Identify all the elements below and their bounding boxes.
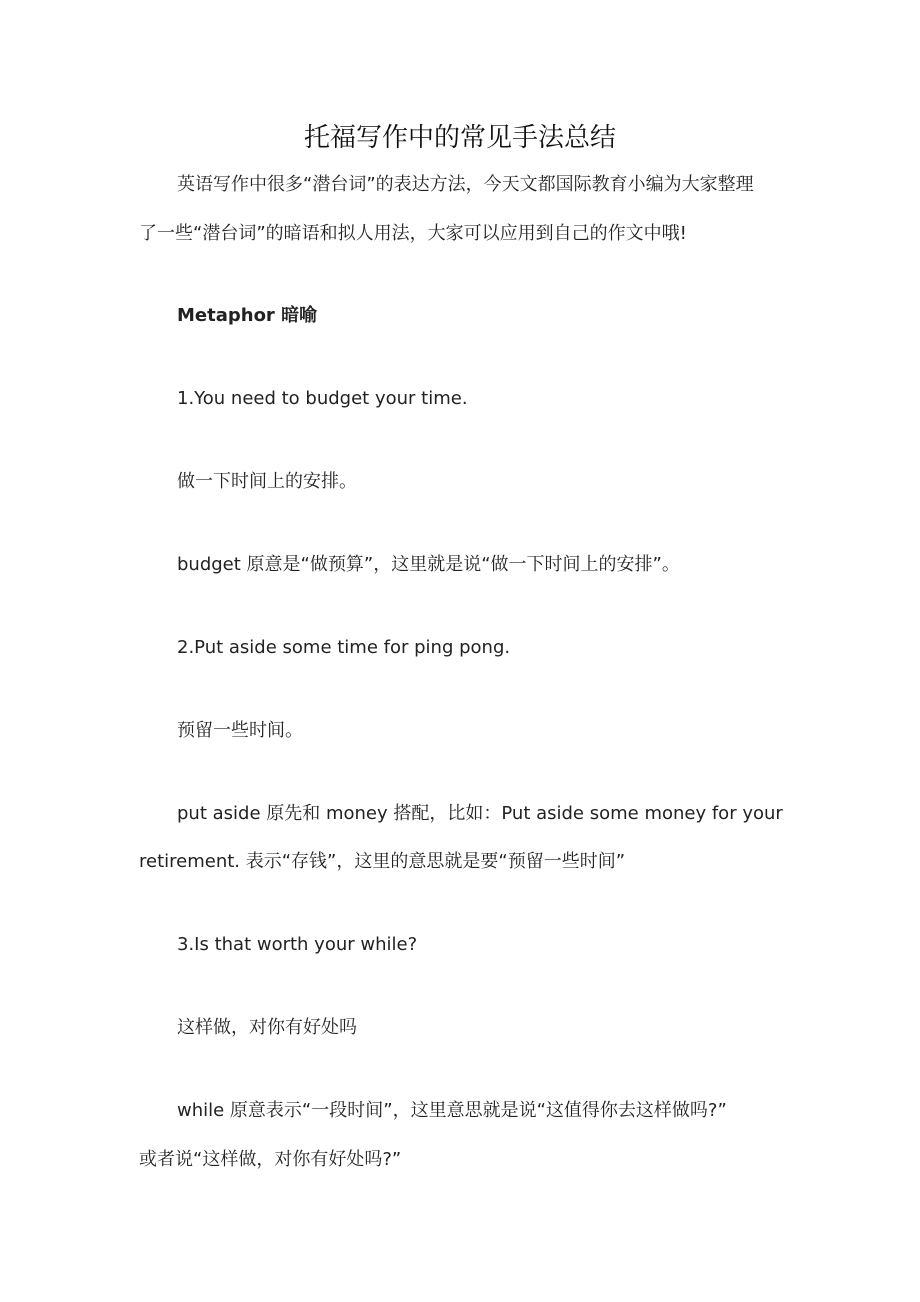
example-explanation-1: budget 原意是“做预算”，这里就是说“做一下时间上的安排”。	[177, 554, 680, 575]
section-heading-metaphor: Metaphor 暗喻	[177, 305, 318, 326]
example-sentence-2: 2.Put aside some time for ping pong.	[177, 637, 511, 658]
example-explanation-2-line-1: put aside 原先和 money 搭配，比如：Put aside some money for your	[177, 803, 783, 824]
example-translation-1: 做一下时间上的安排。	[177, 471, 357, 492]
document-title: 托福写作中的常见手法总结	[303, 123, 616, 153]
example-sentence-1: 1.You need to budget your time.	[177, 388, 468, 409]
example-translation-3: 这样做，对你有好处吗	[177, 1017, 357, 1038]
example-sentence-3: 3.Is that worth your while?	[177, 934, 418, 955]
intro-paragraph-line-2: 了一些“潜台词”的暗语和拟人用法，大家可以应用到自己的作文中哦!	[139, 223, 687, 244]
example-explanation-3-line-1: while 原意表示“一段时间”，这里意思就是说“这值得你去这样做吗?”	[177, 1100, 727, 1121]
intro-paragraph-line-1: 英语写作中很多“潜台词”的表达方法，今天文都国际教育小编为大家整理	[177, 174, 754, 195]
example-explanation-2-line-2: retirement. 表示“存钱”，这里的意思就是要“预留一些时间”	[139, 851, 626, 872]
example-explanation-3-line-2: 或者说“这样做，对你有好处吗?”	[139, 1149, 402, 1170]
example-translation-2: 预留一些时间。	[177, 720, 303, 741]
